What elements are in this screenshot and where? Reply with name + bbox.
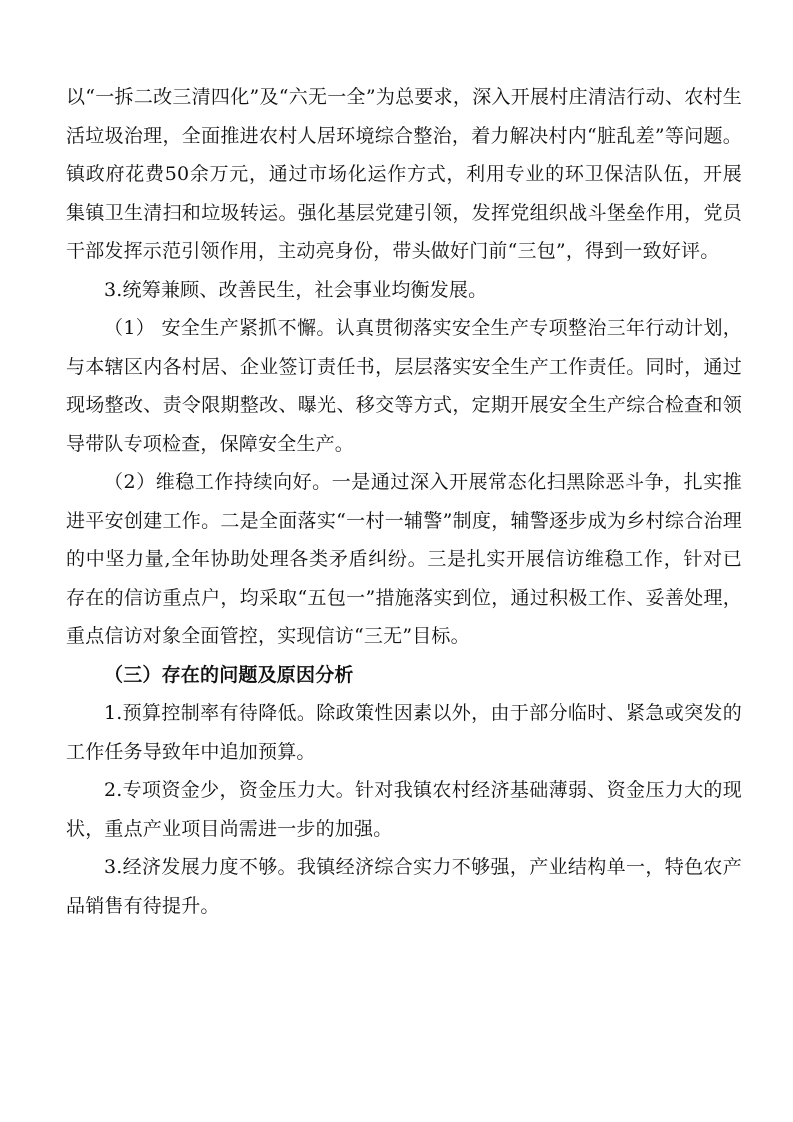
paragraph-economic-development: 3.经济发展力度不够。我镇经济综合实力不够强，产业结构单一，特色农产品销售有待提升。 [66,856,742,917]
document-body [66,78,742,925]
paragraph-budget-control: 1.预算控制率有待降低。除政策性因素以外，由于部分临时、紧急或突发的工作任务导致年中追加预算。 [66,702,742,763]
paragraph-stability-work: （2）维稳工作持续向好。一是通过深入开展常态化扫黑除恶斗争，扎实推进平安创建工作。二是全面落实“一村一辅警”制度，辅警逐步成为乡村综合治理的中坚力量,全年协助处理各类矛盾纠纷。三是扎实开展信访维稳工作，针对已存在的信访重点户，均采取“五包一”措施落实到位，通过积极工作、妥善处理，重点信访对象全面管控，实现信访“三无”目标。 [66,471,742,647]
paragraph-special-funds: 2.专项资金少，资金压力大。针对我镇农村经济基础薄弱、资金压力大的现状，重点产业项目尚需进一步的加强。 [66,779,742,840]
paragraph-livelihood-title: 3.统筹兼顾、改善民生，社会事业均衡发展。 [104,278,488,301]
paragraph-rural-environment: 以“一拆二改三清四化”及“六无一全”为总要求，深入开展村庄清洁行动、农村生活垃圾治理，全面推进农村人居环境综合整治，着力解决村内“脏乱差”等问题。镇政府花费50余万元，通过市场化运作方式，利用专业的环卫保洁队伍，开展集镇卫生清扫和垃圾转运。强化基层党建引领，发挥党组织战斗堡垒作用，党员干部发挥示范引领作用，主动亮身份，带头做好门前“三包”，得到一致好评。 [66,86,742,262]
section-heading-problems: （三）存在的问题及原因分析 [104,663,354,686]
paragraph-safety-production: （1） 安全生产紧抓不懈。认真贯彻落实安全生产专项整治三年行动计划，与本辖区内各村居、企业签订责任书，层层落实安全生产工作责任。同时，通过现场整改、责令限期整改、曝光、移交等方式，定期开展安全生产综合检查和领导带队专项检查，保障安全生产。 [66,317,742,455]
